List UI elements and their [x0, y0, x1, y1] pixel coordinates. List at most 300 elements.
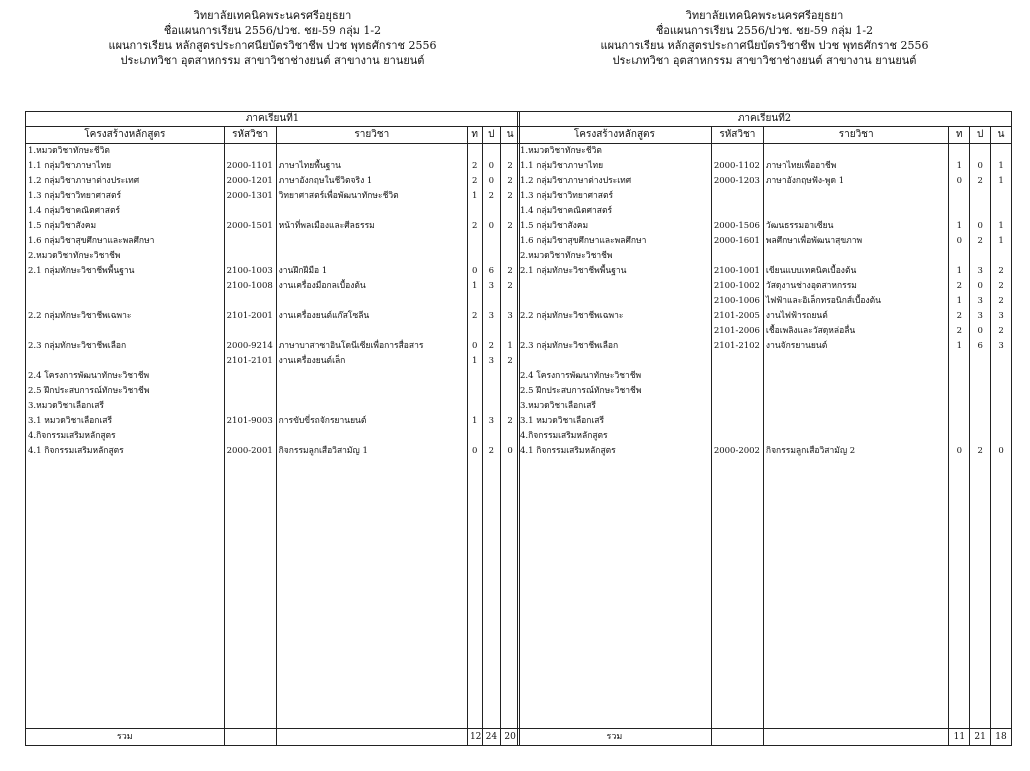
- practice-hours-cell: [970, 399, 991, 414]
- practice-hours-cell: [970, 204, 991, 219]
- course-name-cell: งานจักรยานยนต์: [763, 339, 948, 354]
- practice-hours-cell: 2: [970, 174, 991, 189]
- credits-cell: 1: [501, 339, 520, 354]
- structure-cell: 1.6 กลุ่มวิชาสุขศึกษาและพลศึกษา: [518, 234, 712, 249]
- table-row: [26, 294, 520, 309]
- practice-column-header: ป: [482, 127, 501, 144]
- course-name-cell: [276, 234, 467, 249]
- credits-cell: 2: [991, 264, 1012, 279]
- theory-hours-cell: 0: [467, 264, 482, 279]
- theory-hours-cell: [467, 384, 482, 399]
- credits-cell: 0: [991, 444, 1012, 459]
- course-table: [517, 111, 1012, 746]
- theory-hours-cell: 1: [467, 354, 482, 369]
- practice-hours-cell: 6: [482, 264, 501, 279]
- course-name-cell: [763, 384, 948, 399]
- course-name-cell: กิจกรรมลูกเสือวิสามัญ 1: [276, 444, 467, 459]
- table-row: [26, 144, 520, 160]
- theory-hours-cell: [467, 324, 482, 339]
- practice-hours-cell: 2: [970, 234, 991, 249]
- table-row: [518, 414, 1012, 429]
- table-row: [26, 339, 520, 354]
- course-name-cell: [763, 204, 948, 219]
- credits-cell: 3: [501, 309, 520, 324]
- course-name-cell: [276, 399, 467, 414]
- curriculum-line: แผนการเรียน หลักสูตรประกาศนียบัตรวิชาชีพ ปวช พุทธศักราช 2556: [108, 39, 437, 52]
- structure-cell: 1.3 กลุ่มวิชาวิทยาศาสตร์: [518, 189, 712, 204]
- empty-cell: [763, 459, 948, 729]
- structure-cell: 1.4 กลุ่มวิชาคณิตศาสตร์: [26, 204, 225, 219]
- plan-name: ชื่อแผนการเรียน 2556/ปวช. ชย-59 กลุ่ม 1-2: [655, 24, 874, 37]
- course-name-cell: งานฝึกฝีมือ 1: [276, 264, 467, 279]
- college-name: วิทยาลัยเทคนิคพระนครศรีอยุธยา: [193, 9, 352, 22]
- total-theory: 12: [467, 729, 482, 746]
- course-code-cell: 2000-1301: [224, 189, 276, 204]
- semester-header-row: [518, 112, 1012, 127]
- empty-cell: [467, 459, 482, 729]
- empty-cell: [970, 459, 991, 729]
- course-name-cell: ภาษาอังกฤษฟัง-พูด 1: [763, 174, 948, 189]
- course-code-cell: 2100-1001: [711, 264, 763, 279]
- total-practice: 21: [970, 729, 991, 746]
- filler-row: [518, 459, 1012, 729]
- table-row: [518, 159, 1012, 174]
- semester-title: ภาคเรียนที่2: [518, 112, 1012, 127]
- practice-hours-cell: 2: [482, 339, 501, 354]
- course-code-cell: [224, 369, 276, 384]
- structure-cell: 1.6 กลุ่มวิชาสุขศึกษาและพลศึกษา: [26, 234, 225, 249]
- credits-cell: 1: [991, 234, 1012, 249]
- theory-hours-cell: 1: [467, 189, 482, 204]
- table-row: [518, 444, 1012, 459]
- course-name-cell: งานไฟฟ้ารถยนต์: [763, 309, 948, 324]
- course-column-header: รายวิชา: [276, 127, 467, 144]
- table-row: [518, 354, 1012, 369]
- theory-hours-cell: 1: [949, 159, 970, 174]
- structure-cell: 1.5 กลุ่มวิชาสังคม: [26, 219, 225, 234]
- theory-hours-cell: [467, 429, 482, 444]
- structure-cell: 2.2 กลุ่มทักษะวิชาชีพเฉพาะ: [26, 309, 225, 324]
- table-row: [518, 324, 1012, 339]
- practice-hours-cell: [970, 429, 991, 444]
- table-row: [26, 369, 520, 384]
- course-code-cell: [711, 384, 763, 399]
- course-name-cell: [276, 384, 467, 399]
- credits-cell: 1: [991, 159, 1012, 174]
- credits-cell: [991, 354, 1012, 369]
- credits-cell: 2: [501, 189, 520, 204]
- structure-cell: 2.3 กลุ่มทักษะวิชาชีพเลือก: [518, 339, 712, 354]
- theory-column-header: ท: [949, 127, 970, 144]
- credits-cell: [991, 249, 1012, 264]
- empty-cell: [763, 729, 948, 746]
- theory-hours-cell: [949, 189, 970, 204]
- practice-hours-cell: [482, 429, 501, 444]
- course-name-cell: ภาษาไทยเพื่ออาชีพ: [763, 159, 948, 174]
- structure-cell: 2.หมวดวิชาทักษะวิชาชีพ: [26, 249, 225, 264]
- credits-cell: [991, 204, 1012, 219]
- course-name-cell: [763, 354, 948, 369]
- table-row: [26, 159, 520, 174]
- theory-hours-cell: 2: [467, 174, 482, 189]
- theory-hours-cell: 1: [467, 414, 482, 429]
- structure-cell: [26, 324, 225, 339]
- structure-cell: 4.กิจกรรมเสริมหลักสูตร: [26, 429, 225, 444]
- credits-cell: [991, 429, 1012, 444]
- table-row: [26, 414, 520, 429]
- theory-hours-cell: [467, 234, 482, 249]
- credits-cell: 3: [991, 339, 1012, 354]
- practice-hours-cell: [482, 294, 501, 309]
- structure-cell: [518, 354, 712, 369]
- empty-cell: [224, 729, 276, 746]
- structure-cell: 1.2 กลุ่มวิชาภาษาต่างประเทศ: [518, 174, 712, 189]
- theory-hours-cell: 0: [949, 444, 970, 459]
- theory-hours-cell: [467, 144, 482, 160]
- theory-hours-cell: 0: [467, 444, 482, 459]
- theory-hours-cell: 0: [467, 339, 482, 354]
- credits-column-header: น: [991, 127, 1012, 144]
- table-row: [26, 309, 520, 324]
- course-code-cell: 2100-1008: [224, 279, 276, 294]
- curriculum-line: แผนการเรียน หลักสูตรประกาศนียบัตรวิชาชีพ ปวช พุทธศักราช 2556: [600, 39, 929, 52]
- theory-hours-cell: [467, 249, 482, 264]
- credits-cell: 2: [501, 279, 520, 294]
- credits-cell: 2: [501, 264, 520, 279]
- practice-hours-cell: 3: [482, 279, 501, 294]
- theory-hours-cell: 2: [467, 159, 482, 174]
- table-row: [518, 249, 1012, 264]
- practice-hours-cell: [970, 354, 991, 369]
- total-practice: 24: [482, 729, 501, 746]
- table-row: [26, 279, 520, 294]
- course-code-cell: [711, 399, 763, 414]
- structure-column-header: โครงสร้างหลักสูตร: [518, 127, 712, 144]
- course-name-cell: กิจกรรมลูกเสือวิสามัญ 2: [763, 444, 948, 459]
- structure-cell: 1.หมวดวิชาทักษะชีวิต: [26, 144, 225, 160]
- credits-cell: 2: [501, 414, 520, 429]
- course-code-cell: 2000-2002: [711, 444, 763, 459]
- theory-hours-cell: [467, 399, 482, 414]
- table-row: [26, 219, 520, 234]
- practice-hours-cell: [482, 399, 501, 414]
- structure-cell: 3.1 หมวดวิชาเลือกเสรี: [26, 414, 225, 429]
- practice-hours-cell: 0: [970, 159, 991, 174]
- table-row: [26, 444, 520, 459]
- theory-hours-cell: 2: [949, 279, 970, 294]
- theory-hours-cell: 1: [949, 219, 970, 234]
- course-code-cell: 2000-1506: [711, 219, 763, 234]
- theory-hours-cell: [949, 429, 970, 444]
- code-column-header: รหัสวิชา: [224, 127, 276, 144]
- structure-cell: 2.5 ฝึกประสบการณ์ทักษะวิชาชีพ: [26, 384, 225, 399]
- credits-cell: 0: [501, 444, 520, 459]
- practice-hours-cell: 0: [482, 159, 501, 174]
- table-row: [26, 234, 520, 249]
- table-row: [518, 234, 1012, 249]
- practice-hours-cell: [970, 189, 991, 204]
- table-row: [26, 354, 520, 369]
- practice-hours-cell: [482, 204, 501, 219]
- course-name-cell: [276, 324, 467, 339]
- structure-cell: 2.5 ฝึกประสบการณ์ทักษะวิชาชีพ: [518, 384, 712, 399]
- course-code-cell: 2101-2101: [224, 354, 276, 369]
- structure-cell: [518, 324, 712, 339]
- structure-cell: 1.3 กลุ่มวิชาวิทยาศาสตร์: [26, 189, 225, 204]
- structure-cell: 4.กิจกรรมเสริมหลักสูตร: [518, 429, 712, 444]
- table-row: [518, 144, 1012, 160]
- course-name-cell: เชื้อเพลิงและวัสดุหล่อลื่น: [763, 324, 948, 339]
- empty-cell: [26, 459, 225, 729]
- theory-hours-cell: [467, 204, 482, 219]
- theory-hours-cell: 0: [949, 174, 970, 189]
- empty-cell: [991, 459, 1012, 729]
- structure-cell: 1.5 กลุ่มวิชาสังคม: [518, 219, 712, 234]
- table-row: [518, 189, 1012, 204]
- theory-hours-cell: [949, 354, 970, 369]
- course-code-cell: [711, 144, 763, 160]
- course-name-cell: เขียนแบบเทคนิคเบื้องต้น: [763, 264, 948, 279]
- credits-cell: 1: [991, 174, 1012, 189]
- theory-hours-cell: 1: [949, 294, 970, 309]
- table-row: [518, 264, 1012, 279]
- course-code-cell: 2101-2006: [711, 324, 763, 339]
- table-row: [26, 384, 520, 399]
- course-code-cell: 2000-1102: [711, 159, 763, 174]
- theory-hours-cell: 2: [949, 309, 970, 324]
- practice-hours-cell: 2: [482, 189, 501, 204]
- structure-cell: [26, 279, 225, 294]
- practice-hours-cell: 0: [482, 219, 501, 234]
- empty-cell: [711, 729, 763, 746]
- structure-cell: 3.หมวดวิชาเลือกเสรี: [26, 399, 225, 414]
- theory-hours-cell: [467, 294, 482, 309]
- course-code-cell: [711, 189, 763, 204]
- course-name-cell: หน้าที่พลเมืองและศีลธรรม: [276, 219, 467, 234]
- theory-column-header: ท: [467, 127, 482, 144]
- table-row: [26, 429, 520, 444]
- course-name-cell: วิทยาศาสตร์เพื่อพัฒนาทักษะชีวิต: [276, 189, 467, 204]
- course-name-cell: [763, 399, 948, 414]
- table-row: [518, 294, 1012, 309]
- total-credits: 18: [991, 729, 1012, 746]
- credits-cell: 2: [501, 219, 520, 234]
- course-name-cell: งานเครื่องมือกลเบื้องต้น: [276, 279, 467, 294]
- theory-hours-cell: [949, 399, 970, 414]
- table-row: [518, 204, 1012, 219]
- credits-cell: 2: [991, 279, 1012, 294]
- course-code-cell: [224, 294, 276, 309]
- structure-cell: [26, 294, 225, 309]
- college-name: วิทยาลัยเทคนิคพระนครศรีอยุธยา: [685, 9, 844, 22]
- credits-column-header: น: [501, 127, 520, 144]
- course-code-cell: 2000-9214: [224, 339, 276, 354]
- course-code-cell: 2000-2001: [224, 444, 276, 459]
- course-code-cell: 2000-1601: [711, 234, 763, 249]
- course-code-cell: 2000-1203: [711, 174, 763, 189]
- course-name-cell: ภาษาไทยพื้นฐาน: [276, 159, 467, 174]
- course-name-cell: งานเครื่องยนต์แก๊สโซลีน: [276, 309, 467, 324]
- practice-hours-cell: 0: [970, 324, 991, 339]
- course-name-cell: [763, 144, 948, 160]
- empty-cell: [224, 459, 276, 729]
- empty-cell: [276, 459, 467, 729]
- table-row: [518, 309, 1012, 324]
- theory-hours-cell: 2: [949, 324, 970, 339]
- course-name-cell: [763, 189, 948, 204]
- table-row: [518, 369, 1012, 384]
- total-label: รวม: [518, 729, 712, 746]
- credits-cell: [991, 414, 1012, 429]
- course-name-cell: [276, 429, 467, 444]
- table-row: [518, 174, 1012, 189]
- theory-hours-cell: [467, 369, 482, 384]
- practice-hours-cell: [970, 144, 991, 160]
- course-code-cell: [711, 414, 763, 429]
- theory-hours-cell: [949, 144, 970, 160]
- course-table: [25, 111, 520, 746]
- practice-hours-cell: 3: [970, 309, 991, 324]
- table-row: [518, 429, 1012, 444]
- structure-cell: 3.หมวดวิชาเลือกเสรี: [518, 399, 712, 414]
- structure-cell: 1.2 กลุ่มวิชาภาษาต่างประเทศ: [26, 174, 225, 189]
- course-code-cell: 2101-2001: [224, 309, 276, 324]
- practice-hours-cell: 2: [970, 444, 991, 459]
- empty-cell: [949, 459, 970, 729]
- course-code-cell: 2100-1002: [711, 279, 763, 294]
- credits-cell: 2: [501, 174, 520, 189]
- course-name-cell: [763, 414, 948, 429]
- empty-cell: [518, 459, 712, 729]
- course-name-cell: ไฟฟ้าและอิเล็กทรอนิกส์เบื้องต้น: [763, 294, 948, 309]
- semester-header-row: [26, 112, 520, 127]
- course-code-cell: 2101-2102: [711, 339, 763, 354]
- credits-cell: [991, 384, 1012, 399]
- column-header-row: [518, 127, 1012, 144]
- practice-hours-cell: [482, 369, 501, 384]
- credits-cell: 2: [991, 294, 1012, 309]
- credits-cell: 1: [991, 219, 1012, 234]
- course-name-cell: วัฒนธรรมอาเซียน: [763, 219, 948, 234]
- credits-cell: 3: [991, 309, 1012, 324]
- credits-cell: [991, 369, 1012, 384]
- structure-column-header: โครงสร้างหลักสูตร: [26, 127, 225, 144]
- table-row: [26, 189, 520, 204]
- course-code-cell: [711, 354, 763, 369]
- structure-cell: 1.หมวดวิชาทักษะชีวิต: [518, 144, 712, 160]
- semester-1-plan: [25, 8, 520, 742]
- credits-cell: 2: [991, 324, 1012, 339]
- semester-2-plan: [517, 8, 1012, 742]
- theory-hours-cell: 2: [467, 219, 482, 234]
- total-credits: 20: [501, 729, 520, 746]
- program-line: ประเภทวิชา อุตสาหกรรม สาขาวิชาช่างยนต์ สาขางาน ยานยนต์: [120, 54, 425, 67]
- practice-hours-cell: [482, 324, 501, 339]
- course-name-cell: งานเครื่องยนต์เล็ก: [276, 354, 467, 369]
- course-name-cell: พลศึกษาเพื่อพัฒนาสุขภาพ: [763, 234, 948, 249]
- theory-hours-cell: [949, 369, 970, 384]
- course-code-cell: 2101-2005: [711, 309, 763, 324]
- course-code-cell: [224, 234, 276, 249]
- course-code-cell: [711, 204, 763, 219]
- plan-name: ชื่อแผนการเรียน 2556/ปวช. ชย-59 กลุ่ม 1-2: [163, 24, 382, 37]
- empty-cell: [482, 459, 501, 729]
- course-column-header: รายวิชา: [763, 127, 948, 144]
- course-name-cell: [276, 249, 467, 264]
- course-code-cell: [711, 249, 763, 264]
- practice-hours-cell: 3: [970, 294, 991, 309]
- course-name-cell: [276, 294, 467, 309]
- course-code-cell: [224, 249, 276, 264]
- empty-cell: [711, 459, 763, 729]
- table-row: [26, 399, 520, 414]
- theory-hours-cell: [949, 249, 970, 264]
- practice-hours-cell: [482, 144, 501, 160]
- credits-cell: [991, 189, 1012, 204]
- course-name-cell: [276, 369, 467, 384]
- course-code-cell: [224, 144, 276, 160]
- credits-cell: 2: [501, 354, 520, 369]
- table-row: [518, 219, 1012, 234]
- course-name-cell: [276, 144, 467, 160]
- structure-cell: 2.3 กลุ่มทักษะวิชาชีพเลือก: [26, 339, 225, 354]
- practice-hours-cell: 2: [482, 444, 501, 459]
- column-header-row: [26, 127, 520, 144]
- table-row: [518, 384, 1012, 399]
- table-row: [518, 339, 1012, 354]
- structure-cell: 2.2 กลุ่มทักษะวิชาชีพเฉพาะ: [518, 309, 712, 324]
- code-column-header: รหัสวิชา: [711, 127, 763, 144]
- course-code-cell: [224, 429, 276, 444]
- course-name-cell: ภาษาอังกฤษในชีวิตจริง 1: [276, 174, 467, 189]
- course-code-cell: [224, 399, 276, 414]
- table-row: [26, 174, 520, 189]
- practice-hours-cell: [482, 249, 501, 264]
- table-row: [26, 204, 520, 219]
- structure-cell: 2.4 โครงการพัฒนาทักษะวิชาชีพ: [518, 369, 712, 384]
- course-code-cell: [224, 324, 276, 339]
- table-row: [518, 399, 1012, 414]
- theory-hours-cell: 0: [949, 234, 970, 249]
- theory-hours-cell: [949, 384, 970, 399]
- table-row: [26, 264, 520, 279]
- program-line: ประเภทวิชา อุตสาหกรรม สาขาวิชาช่างยนต์ สาขางาน ยานยนต์: [612, 54, 917, 67]
- structure-cell: [26, 354, 225, 369]
- course-name-cell: [763, 369, 948, 384]
- practice-hours-cell: 0: [482, 174, 501, 189]
- course-name-cell: [763, 429, 948, 444]
- total-theory: 11: [949, 729, 970, 746]
- structure-cell: [518, 294, 712, 309]
- practice-hours-cell: [970, 249, 991, 264]
- course-name-cell: [763, 249, 948, 264]
- filler-row: [26, 459, 520, 729]
- practice-hours-cell: 6: [970, 339, 991, 354]
- total-label: รวม: [26, 729, 225, 746]
- structure-cell: 1.1 กลุ่มวิชาภาษาไทย: [26, 159, 225, 174]
- theory-hours-cell: 1: [949, 339, 970, 354]
- theory-hours-cell: 2: [467, 309, 482, 324]
- practice-hours-cell: 3: [482, 354, 501, 369]
- total-row: [26, 729, 520, 746]
- practice-hours-cell: [482, 234, 501, 249]
- structure-cell: [518, 279, 712, 294]
- practice-hours-cell: 3: [970, 264, 991, 279]
- total-row: [518, 729, 1012, 746]
- practice-hours-cell: 3: [482, 414, 501, 429]
- theory-hours-cell: [949, 204, 970, 219]
- course-code-cell: [711, 429, 763, 444]
